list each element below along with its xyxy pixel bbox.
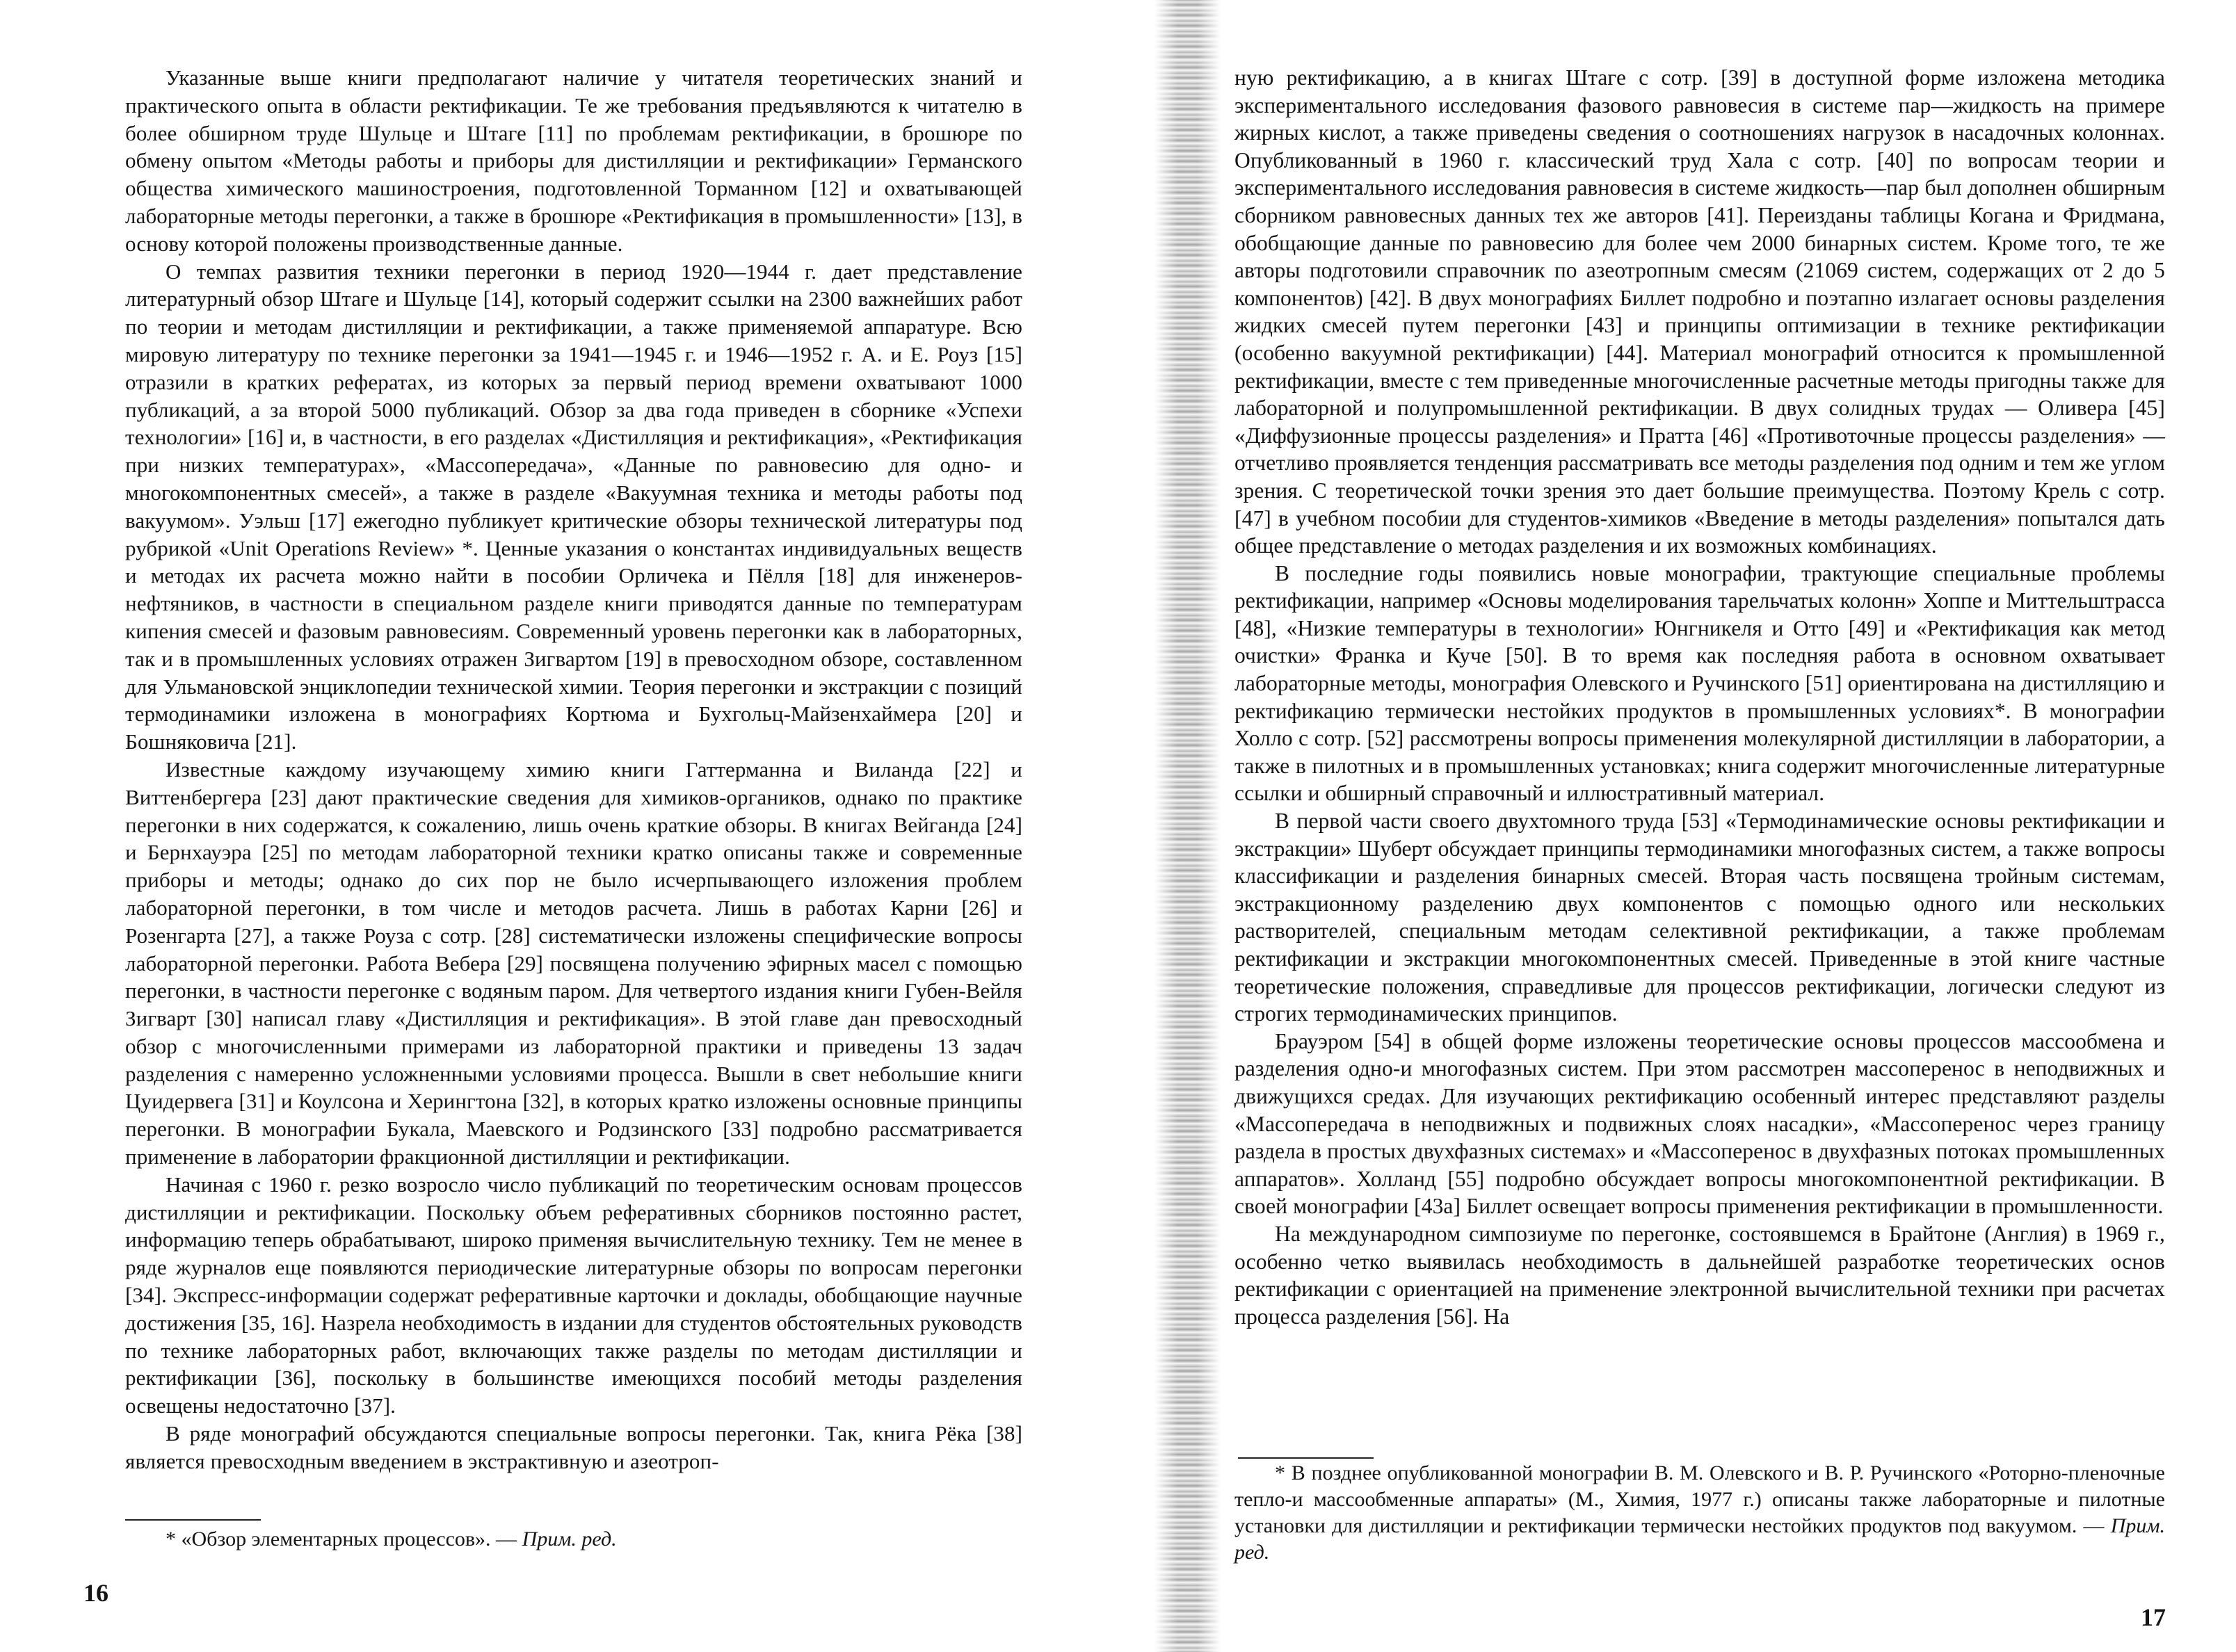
paragraph: В последние годы появились новые монографии, трактующие специальные проблемы ректификации, например «Основы моделирования тарельчатых колонн» Хоппе и Миттельштрасса [48], «Низкие температуры в технологии» Юнгникеля и Отто [49] и «Ректификация как метод очистки» Франка и Куче [50]. В то время как последняя работа в основном охватывает лабораторные методы, монография Олевского и Ручинского [51] ориентирована на дистилляцию и ректификацию термически нестойких продуктов в промышленных условиях*. В монографии Холло с сотр. [52] рассмотрены вопросы применения молекулярной дистилляции в лаборатории, а также в пилотных и в промышленных установках; книга содержит многочисленные литературные ссылки и обширный справочный и иллюстративный материал. <box>1234 560 2165 806</box>
left-page <box>0 0 1113 1652</box>
paragraph: ную ректификацию, а в книгах Штаге с сотр. [39] в доступной форме изложена методика экспериментального исследования фазового равновесия в системе пар—жидкость на примере жирных кислот, а также приведены сведения о соотношениях нагрузок в насадочных колоннах. Опубликованный в 1960 г. классический труд Хала с сотр. [40] по вопросам теории и экспериментального исследования равновесия в системе жидкость—пар был дополнен обширным сборником равновесных данных тех же авторов [41]. Переизданы таблицы Когана и Фридмана, обобщающие данные по равновесию для более чем 2000 бинарных систем. Кроме того, те же авторы подготовили справочник по азеотропным смесям (21069 систем, содержащих от 2 до 5 компонентов) [42]. В двух монографиях Биллет подробно и поэтапно излагает основы разделения жидких смесей путем перегонки [43] и принципы оптимизации в технике ректификации (особенно вакуумной ректификации) [44]. Материал монографий относится к промышленной ректификации, вместе с тем приведенные многочисленные расчетные методы пригодны также для лабораторной и полупромышленной ректификации. В двух солидных трудах — Оливера [45] «Диффузионные процессы разделения» и Пратта [46] «Противоточные процессы разделения» — отчетливо проявляется тенденция рассматривать все методы разделения под одним и тем же углом зрения. С теоретической точки зрения это дает большие преимущества. Поэтому Крель с сотр. [47] в учебном пособии для студентов-химиков «Введение в методы разделения» попытался дать общее представление о методах разделения и их возможных комбинациях. <box>1234 65 2165 558</box>
paragraph: О темпах развития техники перегонки в период 1920—1944 г. дает представление литературный обзор Штаге и Шульце [14], который содержит ссылки на 2300 важнейших работ по теории и методам дистилляции и ректификации, а также применяемой аппаратуре. Всю мировую литературу по технике перегонки за 1941—1945 г. и 1946—1952 г. А. и Е. Роуз [15] отразили в кратких рефератах, из которых за первый период времени охватывают 1000 публикаций, а за второй 5000 публикаций. Обзор за два года приведен в сборнике «Успехи технологии» [16] и, в частности, в его разделах «Дистилляция и ректификация», «Ректификация при низких температурах», «Массопередача», «Данные по равновесию для одно- и многокомпонентных смесей», а также в разделе «Вакуумная техника и методы работы под вакуумом». Уэльш [17] ежегодно публикует критические обзоры технической литературы под рубрикой «Unit Operations Review» *. Ценные указания о константах индивидуальных веществ и методах их расчета можно найти в пособии Орличека и Пёлля [18] для инженеров-нефтяников, в частности в специальном разделе книги приводятся данные по температурам кипения смесей и фазовым равновесиям. Современный уровень перегонки как в лабораторных, так и в промышленных условиях отражен Зигвартом [19] в превосходном обзоре, составленном для Ульмановской энциклопедии технической химии. Теория перегонки и экстракции с позиций термодинамики изложена в монографиях Кортюма и Бухгольц-Майзенхаймера [20] и Бошняковича [21]. <box>125 259 1022 754</box>
footnote-divider <box>1238 1457 1374 1459</box>
paragraph: Указанные выше книги предполагают наличие у читателя теоретических знаний и практического опыта в области ректификации. Те же требования предъявляются к читателю в более обширном труде Шульце и Штаге [11] по проблемам ректификации, в брошюре по обмену опытом «Методы работы и приборы для дистилляции и ректификации» Германского общества химического машиностроения, подготовленной Торманном [12] и охватывающей лабораторные методы перегонки, а также в брошюре «Ректификация в промышленности» [13], в основу которой положены производственные данные. <box>125 65 1022 256</box>
paragraph: Известные каждому изучающему химию книги Гаттерманна и Виланда [22] и Виттенбергера [23] дают практические сведения для химиков-органиков, однако по практике перегонки в них содержатся, к сожалению, лишь очень краткие обзоры. В книгах Вейганда [24] и Бернхауэра [25] по методам лабораторной техники кратко описаны также и современные приборы и методы; однако до сих пор не было исчерпывающего изложения проблем лабораторной перегонки, в том числе и методов расчета. Лишь в работах Карни [26] и Розенгарта [27], а также Роуза с сотр. [28] систематически изложены специфические вопросы лабораторной перегонки. Работа Вебера [29] посвящена получению эфирных масел с помощью перегонки, в частности перегонке с водяным паром. Для четвертого издания книги Губен-Вейля Зигварт [30] написал главу «Дистилляция и ректификация». В этой главе дан превосходный обзор с многочисленными примерами из лабораторной практики и приведены 13 задач разделения с намеренно усложненными условиями процесса. Вышли в свет небольшие книги Цуидервега [31] и Коулсона и Херингтона [32], в которых кратко изложены основные принципы перегонки. В монографии Букала, Маевского и Родзинского [33] подробно рассматривается применение в лаборатории фракционной дистилляции и ректификации. <box>125 756 1022 1169</box>
left-text-column <box>125 64 1022 1475</box>
footnote-divider <box>125 1519 261 1521</box>
paragraph: Брауэром [54] в общей форме изложены теоретические основы процессов массообмена и разделения одно-и многофазных систем. При этом рассмотрен массоперенос в неподвижных и движущихся средах. Для изучающих ректификацию особенный интерес представляют разделы «Массопередача в неподвижных и подвижных слоях насадки», «Массоперенос через границу раздела в простых двухфазных системах» и «Массоперенос в двухфазных потоках промышленных аппаратов». Холланд [55] подробно обсуждает вопросы многокомпонентной ректификации. В своей монографии [43а] Биллет освещает вопросы применения ректификации в промышленности. <box>1234 1028 2165 1219</box>
paragraph: Начиная с 1960 г. резко возросло число публикаций по теоретическим основам процессов дистилляции и ректификации. Поскольку объем реферативных сборников постоянно растет, информацию теперь обрабатывают, широко применяя вычислительную технику. Тем не менее в ряде журналов еще появляются периодические литературные обзоры по вопросам перегонки [34]. Экспресс-информации содержат реферативные карточки и доклады, обобщающие научные достижения [35, 16]. Назрела необходимость в издании для студентов обстоятельных руководств по технике лабораторных работ, включающих также разделы по методам дистилляции и ректификации [36], поскольку в большинстве имеющихся пособий методы разделения освещены недостаточно [37]. <box>125 1172 1022 1418</box>
footnote <box>1234 1460 2165 1566</box>
right-page <box>1116 0 2236 1652</box>
page-number: 16 <box>83 1579 108 1607</box>
page-number: 17 <box>2141 1603 2166 1631</box>
right-text-column <box>1234 64 2165 1330</box>
footnote-editor-note: Прим. ред. <box>522 1528 617 1550</box>
footnote-editor-note: Прим. ред. <box>1234 1514 2165 1564</box>
footnote-text: * В позднее опубликованной монографии В. М. Олевского и В. Р. Ручинского «Роторно-пленочные тепло-и массообменные аппараты» (М., Химия, 1977 г.) описаны также лабораторные и пилотные установки для дистилляции и ректификации термически нестойких продуктов под вакуумом. — <box>1234 1461 2165 1537</box>
paragraph: На международном симпозиуме по перегонке, состоявшемся в Брайтоне (Англия) в 1969 г., особенно четко выявилась необходимость в дальнейшей разработке теоретических основ ректификации с ориентацией на применение электронной вычислительной техники при расчетах процесса разделения [56]. На <box>1234 1221 2165 1329</box>
paragraph: В первой части своего двухтомного труда [53] «Термодинамические основы ректификации и экстракции» Шуберт обсуждает принципы термодинамики многофазных систем, а также вопросы классификации и разделения бинарных смесей. Вторая часть посвящена тройным системам, экстракционному разделению двух компонентов с помощью одного или нескольких растворителей, специальным методам селективной ректификации, а также проблемам ректификации и экстракции многокомпонентных смесей. Приведенные в этой книге частные теоретические положения, справедливые для процессов ректификации, логически следуют из строгих термодинамических принципов. <box>1234 809 2165 1026</box>
footnote-text: * «Обзор элементарных процессов». — <box>166 1528 517 1550</box>
footnote <box>125 1526 1022 1553</box>
paragraph: В ряде монографий обсуждаются специальные вопросы перегонки. Так, книга Рёка [38] является превосходным введением в экстрактивную и азеотроп- <box>125 1421 1022 1473</box>
